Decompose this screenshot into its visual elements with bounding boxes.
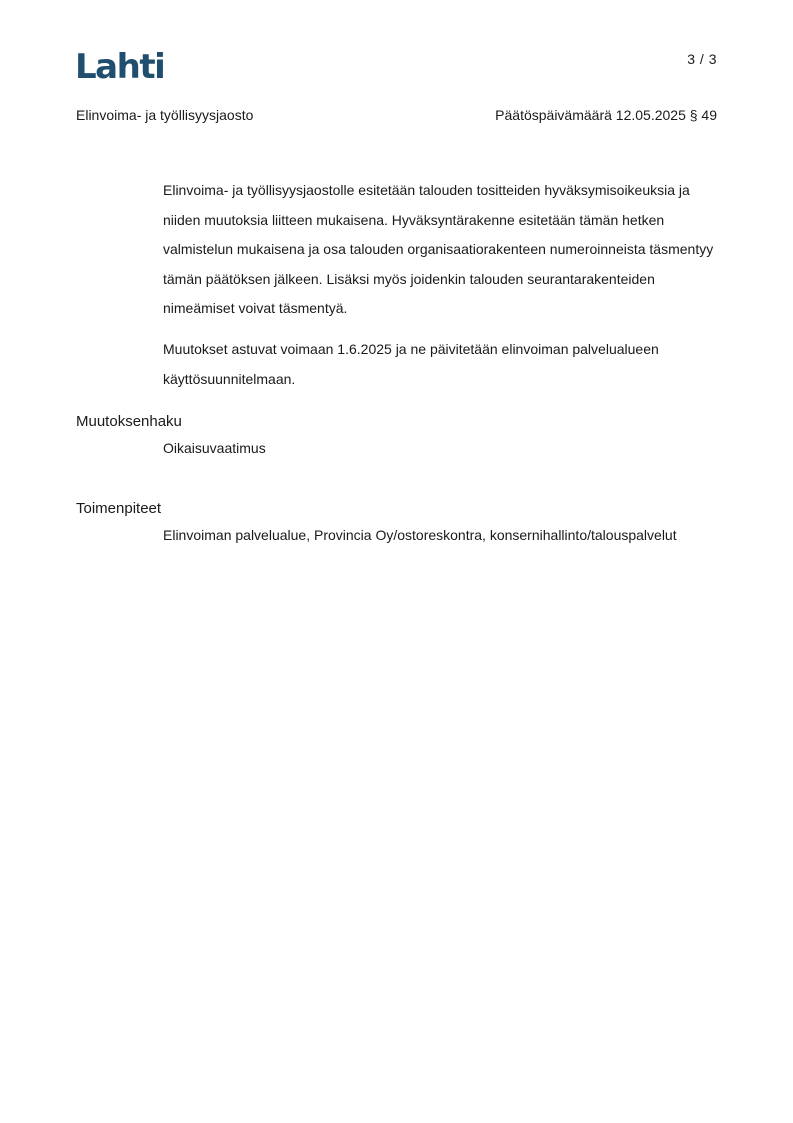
- page-number: 3 / 3: [687, 51, 717, 67]
- actions-value: Elinvoiman palvelualue, Provincia Oy/ostoreskontra, konsernihallinto/talouspalvelut: [163, 527, 677, 543]
- actions-heading: Toimenpiteet: [76, 500, 162, 517]
- body-paragraph-1: Elinvoima- ja työllisyysjaostolle esitetään talouden tositteiden hyväksymisoikeuksia ja niiden muutoksia liitteen mukaisena. Hyväksyntärakenne esitetään tämän hetken valmistelun mukaisena ja osa talouden organisaatiorakenteen numeroinneista täsmentyy tämän päätöksen jälkeen. Lisäksi myös joidenkin talouden seurantarakenteiden nimeämiset voivat täsmentyä.: [163, 182, 714, 316]
- appeal-heading: Muutoksenhaku: [76, 413, 182, 430]
- committee-name: Elinvoima- ja työllisyysjaosto: [76, 107, 254, 123]
- appeal-value: Oikaisuvaatimus: [163, 440, 266, 456]
- document-header: [76, 107, 717, 123]
- body-paragraph-2: Muutokset astuvat voimaan 1.6.2025 ja ne päivitetään elinvoiman palvelualueen käyttösuunnitelmaan.: [163, 341, 659, 387]
- decision-date: Päätöspäivämäärä 12.05.2025 § 49: [495, 107, 717, 123]
- lahti-logo: [75, 47, 167, 83]
- logo-wordmark: Lahti: [75, 47, 165, 83]
